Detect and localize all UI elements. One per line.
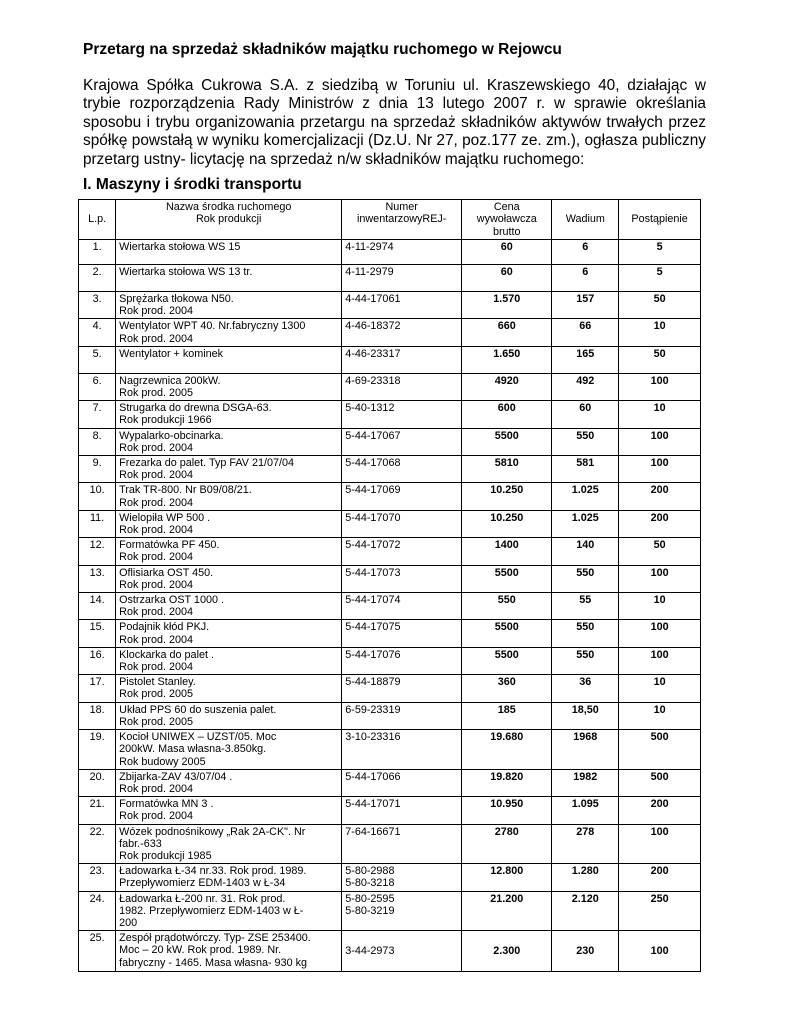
cell-name [116,675,342,702]
cell-lp: 1. [79,240,116,265]
cell-step: 100 [619,620,701,647]
table-row [79,675,701,702]
cell-price: 5810 [462,456,552,483]
cell-name [116,824,342,864]
cell-number [342,675,462,702]
cell-name-line: Rok prod. 2004 [119,633,193,646]
cell-number [342,428,462,455]
table-row [79,319,701,346]
cell-lp: 22. [79,824,116,864]
cell-price: 1.650 [462,346,552,373]
table-row [79,428,701,455]
cell-price: 600 [462,401,552,428]
cell-step: 200 [619,483,701,510]
cell-name-line: Rok prod. 2004 [119,524,193,537]
cell-name-line: Wiertarka stołowa WS 13 tr. [119,266,253,278]
cell-lp: 23. [79,864,116,891]
cell-step: 200 [619,510,701,537]
cell-name-line: Wentylator WPT 40. Nr.fabryczny 1300 [119,320,306,333]
cell-step: 100 [619,931,701,972]
cell-lp: 4. [79,319,116,346]
cell-price: 1.570 [462,292,552,319]
cell-price: 60 [462,240,552,265]
cell-name-line: Rok prod. 2004 [119,496,193,509]
cell-number [342,864,462,891]
cell-number-line: 5-44-17075 [345,621,401,634]
table-row [79,891,701,931]
cell-number-line: 4-69-23318 [345,374,401,387]
cell-wadium: 550 [552,620,619,647]
cell-number [342,346,462,373]
cell-name-line: Formatówka MN 3 . [119,798,214,811]
cell-price: 19.680 [462,730,552,770]
table-row [79,346,701,373]
cell-wadium: 140 [552,538,619,565]
cell-step: 5 [619,240,701,265]
cell-price: 185 [462,702,552,729]
cell-name-line: Kocioł UNIWEX – UZST/05. Moc [119,731,277,744]
cell-number-line: 5-44-18879 [345,676,401,689]
cell-name-line: fabryczny - 1465. Masa własna- 930 kg [119,956,307,969]
table-row [79,373,701,400]
cell-wadium: 550 [552,428,619,455]
cell-number [342,702,462,729]
cell-number-line: 4-46-23317 [345,347,401,360]
cell-name-line: Wentylator + kominek [119,347,224,360]
cell-number [342,647,462,674]
table-row [79,401,701,428]
table-row [79,456,701,483]
cell-name [116,702,342,729]
cell-name-line: fabr.-633 [119,837,162,850]
cell-name-line: Wózek podnośnikowy „Rak 2A-CK". Nr [119,825,306,838]
header-number-line1: Numer [385,201,418,213]
table-row [79,824,701,864]
header-number-line2: inwentarzowyREJ- [356,213,447,226]
cell-lp: 9. [79,456,116,483]
cell-number-line: 4-11-2974 [345,241,394,253]
cell-step: 100 [619,428,701,455]
cell-name-line: Rok prod. 2005 [119,688,193,701]
cell-number-line: 5-44-17073 [345,566,401,579]
cell-step: 10 [619,702,701,729]
header-lp: L.p. [79,200,116,240]
cell-name-line: 1982. Przepływomierz EDM-1403 w Ł- [119,904,304,917]
table-row [79,797,701,824]
cell-price: 2.300 [462,931,552,972]
cell-lp: 7. [79,401,116,428]
table-row [79,593,701,620]
cell-lp: 14. [79,593,116,620]
document-title: Przetarg na sprzedaż składników majątku ruchomego w Rejowcu [83,41,562,58]
cell-name [116,483,342,510]
cell-lp: 8. [79,428,116,455]
cell-number [342,401,462,428]
cell-wadium: 1968 [552,730,619,770]
cell-lp: 13. [79,565,116,592]
cell-name-line: Zespół prądotwórczy. Typ- ZSE 253400. [119,932,311,945]
header-price [462,200,552,240]
cell-number-line: 5-80-3218 [345,877,395,890]
cell-wadium: 278 [552,824,619,864]
cell-lp: 3. [79,292,116,319]
cell-number-line: 5-80-2988 [345,865,395,878]
cell-number [342,538,462,565]
cell-name-line: Frezarka do palet. Typ FAV 21/07/04 [119,457,294,470]
cell-name-line: Rok prod. 2004 [119,810,193,823]
cell-price: 21.200 [462,891,552,931]
cell-step: 100 [619,373,701,400]
cell-name-line: Rok budowy 2005 [119,755,206,768]
cell-lp: 11. [79,510,116,537]
cell-step: 200 [619,797,701,824]
cell-lp: 6. [79,373,116,400]
cell-step: 100 [619,565,701,592]
header-price-line2: wywoławcza [476,213,537,226]
cell-number [342,769,462,796]
cell-name [116,240,342,265]
cell-number-line: 5-40-1312 [345,402,395,415]
cell-name-line: Ostrzarka OST 1000 . [119,594,224,607]
cell-lp: 12. [79,538,116,565]
cell-price: 10.250 [462,483,552,510]
table-row [79,483,701,510]
cell-step: 10 [619,593,701,620]
cell-name [116,797,342,824]
table-row [79,292,701,319]
cell-name [116,265,342,292]
cell-number-line: 6-59-23319 [345,703,401,716]
cell-name-line: Rok prod. 2005 [119,715,193,728]
cell-name-line: Zbijarka-ZAV 43/07/04 . [119,770,233,783]
cell-name-line: Wiertarka stołowa WS 15 [119,241,241,253]
cell-name [116,565,342,592]
cell-number [342,240,462,265]
table-row [79,931,701,972]
cell-name [116,428,342,455]
cell-name [116,456,342,483]
cell-number [342,456,462,483]
cell-lp: 20. [79,769,116,796]
cell-name-line: Rok prod. 2004 [119,661,193,674]
cell-number-line: 5-44-17071 [345,798,401,811]
cell-lp: 18. [79,702,116,729]
cell-price: 550 [462,593,552,620]
cell-number-line: 4-11-2979 [345,266,394,278]
cell-wadium: 6 [552,240,619,265]
cell-wadium: 165 [552,346,619,373]
cell-name-line: Podajnik kłód PKJ. [119,621,210,634]
header-price-line3: brutto [492,225,521,238]
cell-step: 50 [619,346,701,373]
section-heading: I. Maszyny i środki transportu [83,176,302,193]
cell-name-line: Oflisiarka OST 450. [119,566,214,579]
assets-table [78,199,701,972]
cell-price: 5500 [462,428,552,455]
cell-name-line: Wypalarko-obcinarka. [119,429,224,442]
cell-step: 200 [619,864,701,891]
cell-lp: 17. [79,675,116,702]
cell-name-line: Nagrzewnica 200kW. [119,374,221,387]
table-row [79,240,701,265]
cell-number-line: 3-10-23316 [345,731,401,744]
cell-price: 5500 [462,647,552,674]
cell-number [342,265,462,292]
table-row [79,769,701,796]
cell-name-line: Rok prod. 2004 [119,469,193,482]
cell-wadium: 60 [552,401,619,428]
cell-number [342,931,462,972]
cell-wadium: 1.025 [552,483,619,510]
cell-price: 5500 [462,565,552,592]
cell-name [116,769,342,796]
cell-number-line: 4-44-17061 [345,293,401,305]
header-wadium: Wadium [552,200,619,240]
cell-name-line: Rok prod. 2004 [119,441,193,454]
cell-step: 50 [619,538,701,565]
cell-number [342,797,462,824]
cell-name-line: Przepływomierz EDM-1403 w Ł-34 [119,877,286,890]
cell-lp: 5. [79,346,116,373]
cell-name [116,346,342,373]
cell-price: 10.950 [462,797,552,824]
cell-name-line: Strugarka do drewna DSGA-63. [119,402,272,415]
cell-number-line: 5-44-17068 [345,457,401,470]
cell-name-line: Formatówka PF 450. [119,539,220,552]
cell-name-line: Rok prod. 2004 [119,551,193,564]
cell-number-line: 7-64-16671 [345,825,401,838]
cell-name [116,510,342,537]
cell-lp: 2. [79,265,116,292]
cell-name [116,593,342,620]
table-row [79,265,701,292]
cell-name-line: Rok prod. 2004 [119,332,193,345]
cell-number-line: 5-44-17076 [345,648,401,661]
cell-price: 4920 [462,373,552,400]
cell-name [116,864,342,891]
cell-step: 250 [619,891,701,931]
table-row [79,510,701,537]
cell-number [342,373,462,400]
cell-name-line: Moc – 20 kW. Rok prod. 1989. Nr. [119,944,282,957]
table-row [79,730,701,770]
cell-wadium: 55 [552,593,619,620]
cell-name-line: Rok produkcji 1985 [119,849,212,862]
cell-price: 660 [462,319,552,346]
cell-number [342,565,462,592]
cell-wadium: 581 [552,456,619,483]
table-row [79,538,701,565]
cell-wadium: 1.095 [552,797,619,824]
cell-price: 60 [462,265,552,292]
cell-wadium: 157 [552,292,619,319]
cell-step: 100 [619,647,701,674]
cell-number [342,593,462,620]
table-row [79,647,701,674]
cell-lp: 16. [79,647,116,674]
cell-wadium: 1982 [552,769,619,796]
cell-lp: 10. [79,483,116,510]
cell-name [116,647,342,674]
cell-wadium: 230 [552,931,619,972]
header-number [342,200,462,240]
cell-lp: 19. [79,730,116,770]
cell-name-line: Trak TR-800. Nr B09/08/21. [119,484,252,497]
cell-price: 360 [462,675,552,702]
cell-name-line: Wielopiła WP 500 . [119,511,211,524]
cell-number [342,319,462,346]
cell-step: 100 [619,824,701,864]
cell-name-line: Rok prod. 2005 [119,387,193,400]
cell-name [116,891,342,931]
header-step: Postąpienie [619,200,701,240]
cell-name-line: Sprężarka tłokowa N50. [119,293,234,305]
cell-wadium: 492 [552,373,619,400]
cell-name [116,292,342,319]
cell-wadium: 1.280 [552,864,619,891]
cell-wadium: 2.120 [552,891,619,931]
cell-name-line: 200kW. Masa własna-3.850kg. [119,743,267,756]
cell-name-line: Klockarka do palet . [119,648,214,661]
cell-number-line: 5-80-3219 [345,904,395,917]
cell-step: 500 [619,769,701,796]
cell-number-line: 3-44-2973 [345,945,395,958]
cell-number-line: 4-46-18372 [345,320,401,333]
cell-name-line: 200 [119,916,138,929]
cell-number [342,483,462,510]
cell-step: 5 [619,265,701,292]
cell-wadium: 550 [552,565,619,592]
cell-name-line: Ładowarka Ł-34 nr.33. Rok prod. 1989. [119,865,307,878]
cell-step: 10 [619,319,701,346]
cell-number [342,891,462,931]
cell-wadium: 36 [552,675,619,702]
cell-name-line: Układ PPS 60 do suszenia palet. [119,703,277,716]
cell-step: 50 [619,292,701,319]
cell-number [342,824,462,864]
cell-name-line: Rok produkcji 1966 [119,414,212,427]
cell-price: 1400 [462,538,552,565]
cell-name-line: Rok prod. 2004 [119,606,193,619]
cell-name [116,401,342,428]
cell-price: 2780 [462,824,552,864]
cell-name-line: Rok prod. 2004 [119,305,193,318]
cell-number-line: 5-44-17067 [345,429,401,442]
header-name-line1: Nazwa środka ruchomego [165,201,292,213]
cell-number [342,730,462,770]
cell-number-line: 5-80-2595 [345,892,395,905]
cell-name-line: Rok prod. 2004 [119,578,193,591]
cell-step: 100 [619,456,701,483]
table-row [79,565,701,592]
header-name [116,200,342,240]
table-row [79,620,701,647]
table-body [79,240,701,972]
cell-wadium: 1.025 [552,510,619,537]
cell-price: 5500 [462,620,552,647]
cell-number-line: 5-44-17072 [345,539,401,552]
cell-lp: 15. [79,620,116,647]
cell-price: 12.800 [462,864,552,891]
cell-name-line: Rok prod. 2004 [119,782,193,795]
table-header-row [79,200,701,240]
cell-lp: 21. [79,797,116,824]
cell-number-line: 5-44-17070 [345,511,401,524]
cell-name [116,730,342,770]
cell-name [116,373,342,400]
cell-number-line: 5-44-17074 [345,594,401,607]
cell-lp: 25. [79,931,116,972]
cell-wadium: 66 [552,319,619,346]
cell-wadium: 18,50 [552,702,619,729]
cell-name [116,538,342,565]
cell-price: 10.250 [462,510,552,537]
cell-name-line: Ładowarka Ł-200 nr. 31. Rok prod. [119,892,286,905]
cell-name [116,620,342,647]
cell-step: 500 [619,730,701,770]
cell-wadium: 550 [552,647,619,674]
table-row [79,702,701,729]
table-row [79,864,701,891]
intro-paragraph: Krajowa Spółka Cukrowa S.A. z siedzibą w Toruniu ul. Kraszewskiego 40, działając w trybie rozporządzenia Rady Ministrów z dnia 13 lutego 2007 r. w sprawie określania sposobu i trybu organizowania przetargu na sprzedaż składników aktywów trwałych przez spółkę powstałą w wyniku komercjalizacji (Dz.U. Nr 27, poz.177 ze. zm.), ogłasza publiczny przetarg ustny- licytację na sprzedaż n/w składników majątku ruchomego: [83,77,706,168]
cell-number [342,510,462,537]
cell-step: 10 [619,401,701,428]
cell-step: 10 [619,675,701,702]
cell-name-line: Pistolet Stanley. [119,676,196,689]
cell-number-line: 5-44-17069 [345,484,401,497]
header-name-line2: Rok produkcji [195,213,262,226]
cell-name [116,319,342,346]
cell-number [342,620,462,647]
cell-number [342,292,462,319]
cell-name [116,931,342,972]
header-price-line1: Cena [493,201,520,214]
cell-price: 19.820 [462,769,552,796]
cell-wadium: 6 [552,265,619,292]
cell-number-line: 5-44-17066 [345,770,401,783]
cell-lp: 24. [79,891,116,931]
